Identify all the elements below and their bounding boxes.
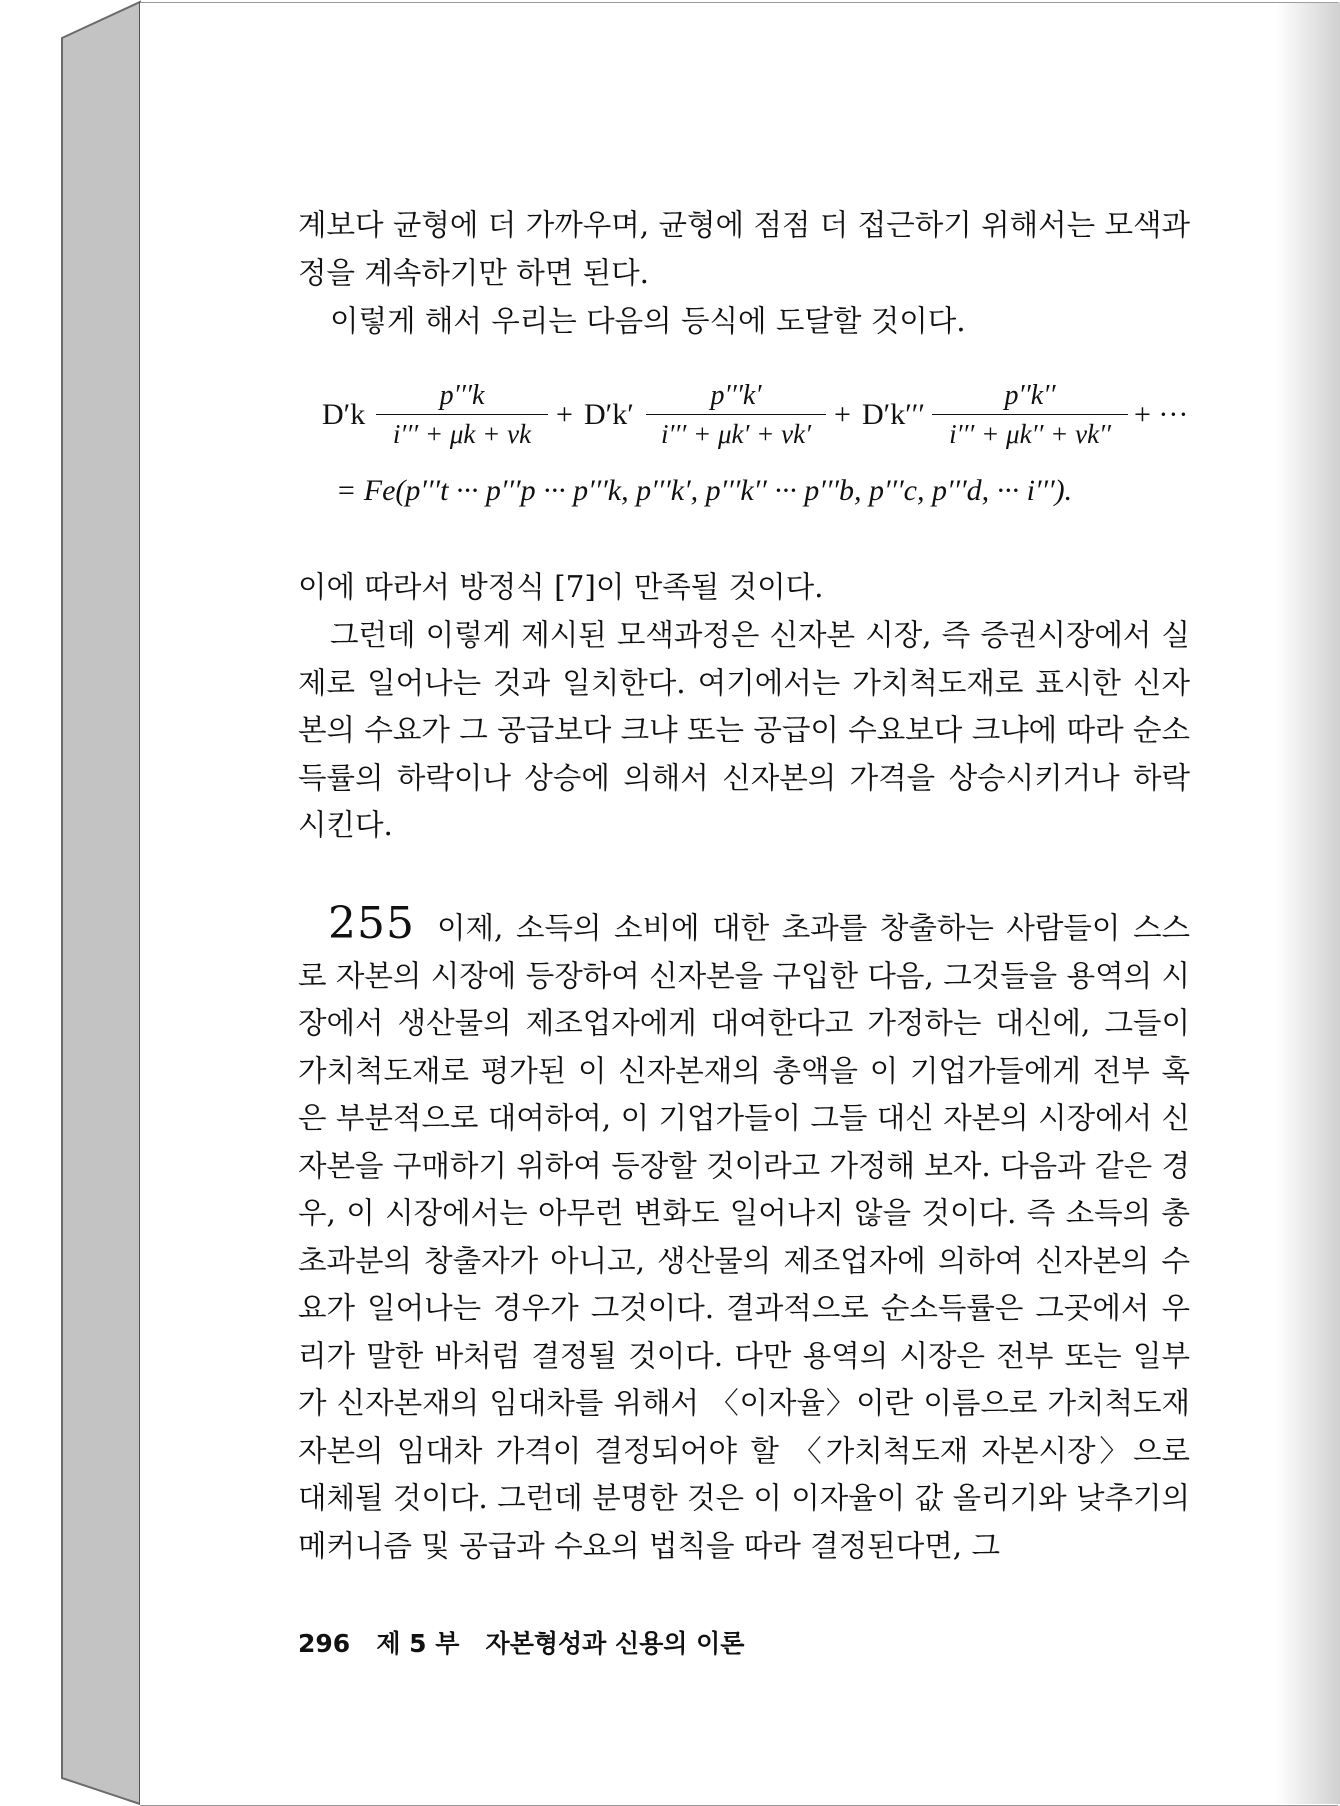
eq-coef-3: D′k′′′	[862, 398, 925, 431]
eq-denominator-2: i′′′ + μk′ + νk′	[661, 419, 811, 449]
eq-denominator-3: i′′′ + μk′′ + νk′′	[949, 419, 1111, 449]
paragraph-3: 이에 따라서 방정식 [7]이 만족될 것이다.	[298, 570, 824, 604]
page-edge-shadow	[1276, 2, 1340, 1804]
eq-fraction-bar-2	[646, 414, 826, 415]
paragraph-5	[298, 898, 1190, 1570]
book-spine	[0, 0, 160, 1806]
paragraph-4: 그런데 이렇게 제시된 모색과정은 신자본 시장, 즉 증권시장에서 실제로 일어나는 것과 일치한다. 여기에서는 가치척도재로 표시한 신자본의 수요가 그 공급보다 크냐 또는 공급이 수요보다 크냐에 따라 순소득률의 하락이나 상승에 의해서 신자본의 가격을 상승시키거나 하락시킨다.	[298, 618, 1190, 842]
footer-title: 자본형성과 신용의 이론	[485, 1629, 745, 1658]
eq-numerator-1: p′′′k	[439, 380, 485, 411]
book-spine-face	[62, 2, 140, 1804]
page-footer	[298, 1624, 744, 1660]
paragraph-5-text: 이제, 소득의 소비에 대한 초과를 창출하는 사람들이 스스로 자본의 시장에 등장하여 신자본을 구입한 다음, 그것들을 용역의 시장에서 생산물의 제조업자에게 대여한다고 가정하는 대신에, 그들이 가치척도재로 평가된 이 신자본재의 총액을 이 기업가들에게 전부 혹은 부분적으로 대여하여, 이 기업가들이 그들 대신 자본의 시장에서 신자본을 구매하기 위하여 등장할 것이라고 가정해 보자. 다음과 같은 경우, 이 시장에서는 아무런 변화도 일어나지 않을 것이다. 즉 소득의 총초과분의 창출자가 아니고, 생산물의 제조업자에 의하여 신자본의 수요가 일어나는 경우가 그것이다. 결과적으로 순소득률은 그곳에서 우리가 말한 바처럼 결정될 것이다. 다만 용역의 시장은 전부 또는 일부가 신자본재의 임대차를 위해서 〈이자율〉이란 이름으로 가치척도재 자본의 임대차 가격이 결정되어야 할 〈가치척도재 자본시장〉으로 대체될 것이다. 그런데 분명한 것은 이 이자율이 값 올리기와 낮추기의 메커니즘 및 공급과 수요의 법칙을 따라 결정된다면, 그	[298, 911, 1190, 1563]
eq-fraction-2	[646, 380, 826, 450]
eq-tail: + ···	[1134, 398, 1189, 431]
page-number: 296	[298, 1629, 351, 1658]
eq-coef-1: D′k	[322, 398, 366, 431]
section-number: 255	[328, 898, 415, 949]
eq-fraction-3	[932, 380, 1128, 450]
eq-right-hand-side: = Fe(p′′′t ··· p′′′p ··· p′′′k, p′′′k′, p′′′k′′ ··· p′′′b, p′′′c, p′′′d, ··· i′′′).	[336, 474, 1073, 507]
eq-numerator-2: p′′′k′	[710, 380, 762, 411]
eq-coef-2: D′k′	[584, 398, 634, 431]
eq-denominator-1: i′′′ + μk + νk	[392, 419, 532, 449]
eq-plus-2: +	[834, 398, 851, 431]
eq-numerator-3: p′′k′′	[1004, 380, 1056, 411]
paragraph-2: 이렇게 해서 우리는 다음의 등식에 도달할 것이다.	[330, 304, 966, 338]
eq-plus-1: +	[556, 398, 573, 431]
eq-fraction-1	[376, 380, 548, 450]
eq-fraction-bar-1	[376, 414, 548, 415]
eq-fraction-bar-3	[932, 414, 1128, 415]
footer-part: 제 5 부	[376, 1629, 460, 1658]
paragraph-1: 계보다 균형에 더 가까우며, 균형에 점점 더 접근하기 위해서는 모색과정을 계속하기만 하면 된다.	[298, 208, 1190, 290]
